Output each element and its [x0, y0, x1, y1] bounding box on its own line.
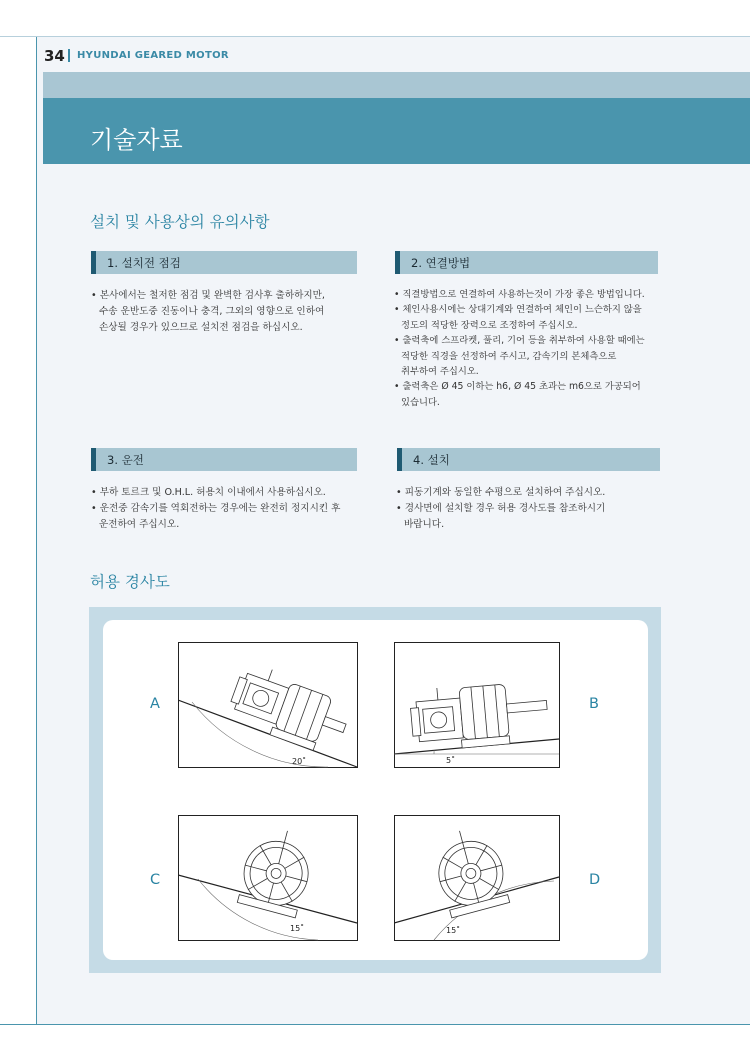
header-separator [68, 49, 70, 62]
angle-label-a: 20˚ [292, 757, 307, 766]
text-line: 손상될 경우가 있으므로 설치전 점검을 하십시오. [99, 322, 303, 334]
text-line: • 피동기계와 동일한 수평으로 설치하여 주십시오. [396, 487, 606, 498]
text-line: 취부하여 주십시오. [401, 366, 479, 378]
bar-marker [395, 251, 400, 274]
text-line: • 경사면에 설치할 경우 허용 경사도를 참조하시기 [396, 503, 606, 515]
text-line: • 직결방법으로 연결하여 사용하는것이 가장 좋은 방법입니다. [394, 289, 645, 300]
title-band-light [43, 72, 750, 98]
subsection-heading: 3. 운전 [107, 453, 144, 467]
subsection-bar-inspection [91, 251, 357, 274]
page-title: 기술자료 [90, 126, 183, 154]
bottom-rule [0, 1024, 750, 1025]
subsection-heading: 2. 연결방법 [411, 256, 471, 270]
text-line: 있습니다. [401, 396, 440, 408]
diagram-label-a: A [150, 696, 160, 712]
text-line: 바랍니다. [404, 519, 445, 531]
slope-diagram-d [394, 815, 560, 941]
section-title-install: 설치 및 사용상의 유의사항 [90, 213, 270, 231]
installation-text [396, 485, 666, 534]
subsection-bar-installation [397, 448, 660, 471]
text-line: 적당한 직경을 선정하여 주시고, 감속기의 본체측으로 [401, 350, 617, 362]
page-number: 34 [44, 47, 65, 65]
diagram-label-b: B [589, 696, 599, 712]
slope-diagram-b [394, 642, 560, 768]
text-line: • 출력축은 Ø 45 이하는 h6, Ø 45 초과는 m6으로 가공되어 [394, 381, 641, 393]
subsection-heading: 4. 설치 [413, 453, 450, 467]
text-line: 정도의 적당한 장력으로 조정하여 주십시오. [401, 319, 578, 331]
diagram-label-d: D [589, 872, 601, 888]
inspection-text [91, 288, 361, 337]
brand-name: HYUNDAI GEARED MOTOR [77, 50, 229, 61]
bar-marker [91, 251, 96, 274]
subsection-bar-operation [91, 448, 357, 471]
connection-text [394, 287, 674, 410]
text-line: • 운전중 감속기를 역회전하는 경우에는 완전히 정지시킨 후 [91, 503, 341, 515]
angle-label-c: 15˚ [290, 924, 305, 933]
angle-label-d: 15˚ [446, 926, 461, 935]
text-line: 수송 운반도중 진동이나 충격, 그외의 영향으로 인하여 [99, 306, 325, 318]
section-title-slope: 허용 경사도 [90, 573, 170, 591]
text-line: • 본사에서는 철저한 점검 및 완벽한 검사후 출하하지만, [91, 290, 325, 301]
left-margin-rule [36, 36, 37, 1024]
subsection-heading: 1. 설치전 점검 [107, 256, 181, 270]
text-line: • 부하 토르크 및 O.H.L. 허용치 이내에서 사용하십시오. [91, 487, 326, 498]
text-line: • 체인사용시에는 상대기계와 연결하여 체인이 느슨하지 않을 [394, 304, 642, 316]
slope-diagram-c [178, 815, 358, 941]
diagram-label-c: C [150, 872, 161, 888]
slope-diagram-a [178, 642, 358, 768]
top-rule [0, 36, 750, 37]
operation-text [91, 485, 361, 534]
subsection-bar-connection [395, 251, 658, 274]
angle-label-b: 5˚ [446, 756, 456, 765]
bar-marker [91, 448, 96, 471]
bar-marker [397, 448, 402, 471]
text-line: • 출력축에 스프라켓, 풀리, 기어 등을 취부하여 사용할 때에는 [394, 335, 645, 347]
text-line: 운전하여 주십시오. [99, 519, 180, 531]
